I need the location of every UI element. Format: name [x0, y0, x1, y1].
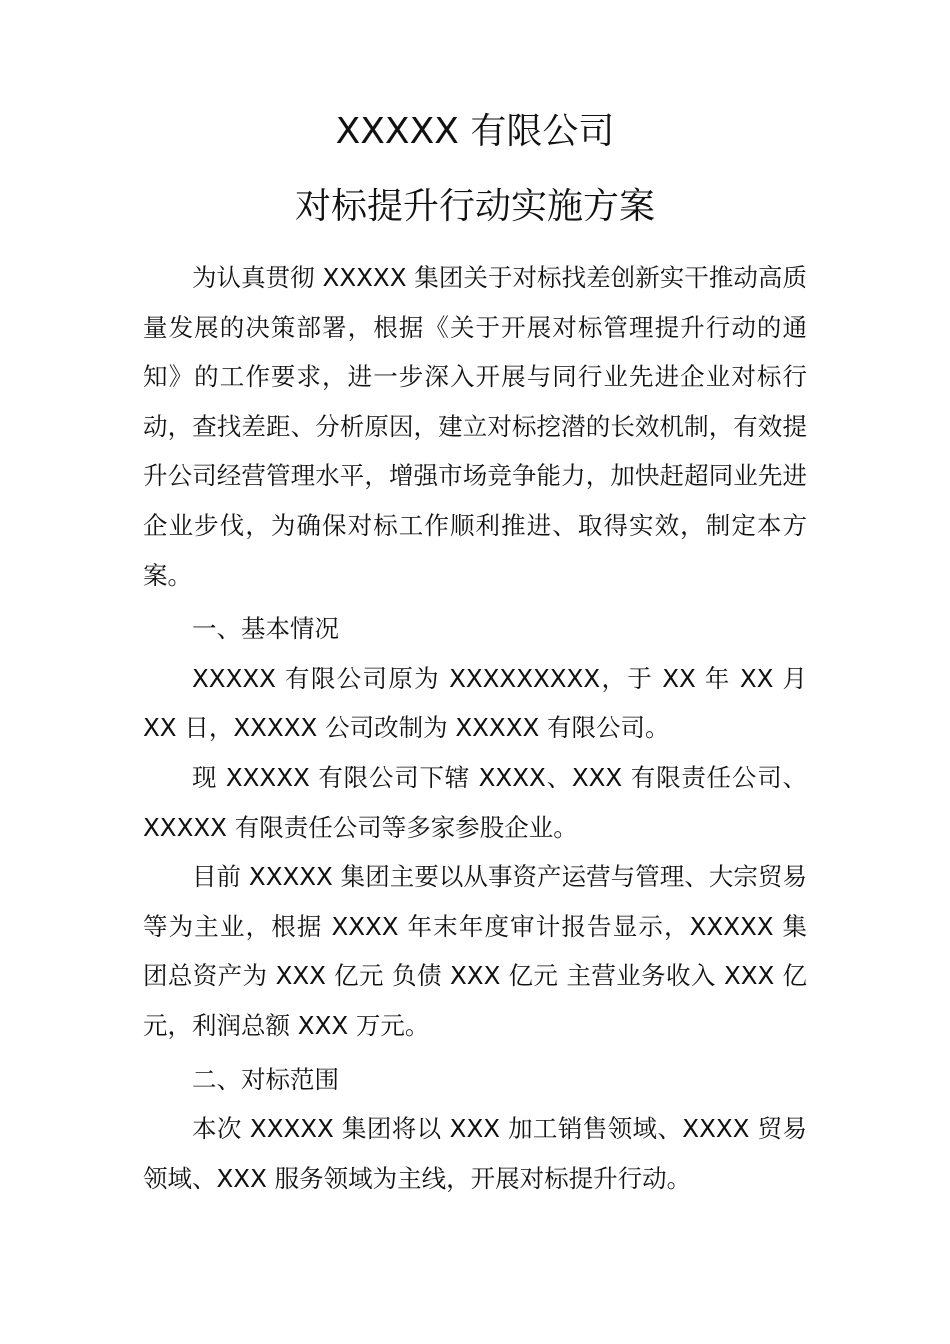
document-body: [143, 253, 807, 1203]
document-title-company: XXXXX 有限公司: [335, 111, 615, 152]
section-heading-scope: 二、对标范围: [192, 1064, 339, 1094]
basic-info-paragraph-3: 目前 XXXXX 集团主要以从事资产运营与管理、大宗贸易等为主业，根据 XXXX 年末年度审计报告显示，XXXXX 集团总资产为 XXX 亿元 负债 XXX 亿元 主营业务收入 XXX 亿元，利润总额 XXX 万元。: [143, 862, 807, 1040]
scope-paragraph-1: 本次 XXXXX 集团将以 XXX 加工销售领域、XXXX 贸易领域、XXX 服务领域为主线，开展对标提升行动。: [143, 1114, 807, 1193]
section-heading-basic-info: 一、基本情况: [192, 614, 339, 644]
basic-info-paragraph-2: 现 XXXXX 有限公司下辖 XXXX、XXX 有限责任公司、XXXXX 有限责任公司等多家参股企业。: [143, 762, 807, 842]
intro-paragraph: 为认真贯彻 XXXXX 集团关于对标找差创新实干推动高质量发展的决策部署，根据《关于开展对标管理提升行动的通知》的工作要求，进一步深入开展与同行业先进企业对标行动，查找差距、分析原因，建立对标挖潜的长效机制，有效提升公司经营管理水平，增强市场竞争能力，加快赶超同业先进企业步伐，为确保对标工作顺利推进、取得实效，制定本方案。: [143, 263, 807, 590]
document-title-plan: 对标提升行动实施方案: [294, 186, 655, 227]
basic-info-paragraph-1: XXXXX 有限公司原为 XXXXXXXXX，于 XX 年 XX 月 XX 日，XXXXX 公司改制为 XXXXX 有限公司。: [143, 663, 807, 743]
